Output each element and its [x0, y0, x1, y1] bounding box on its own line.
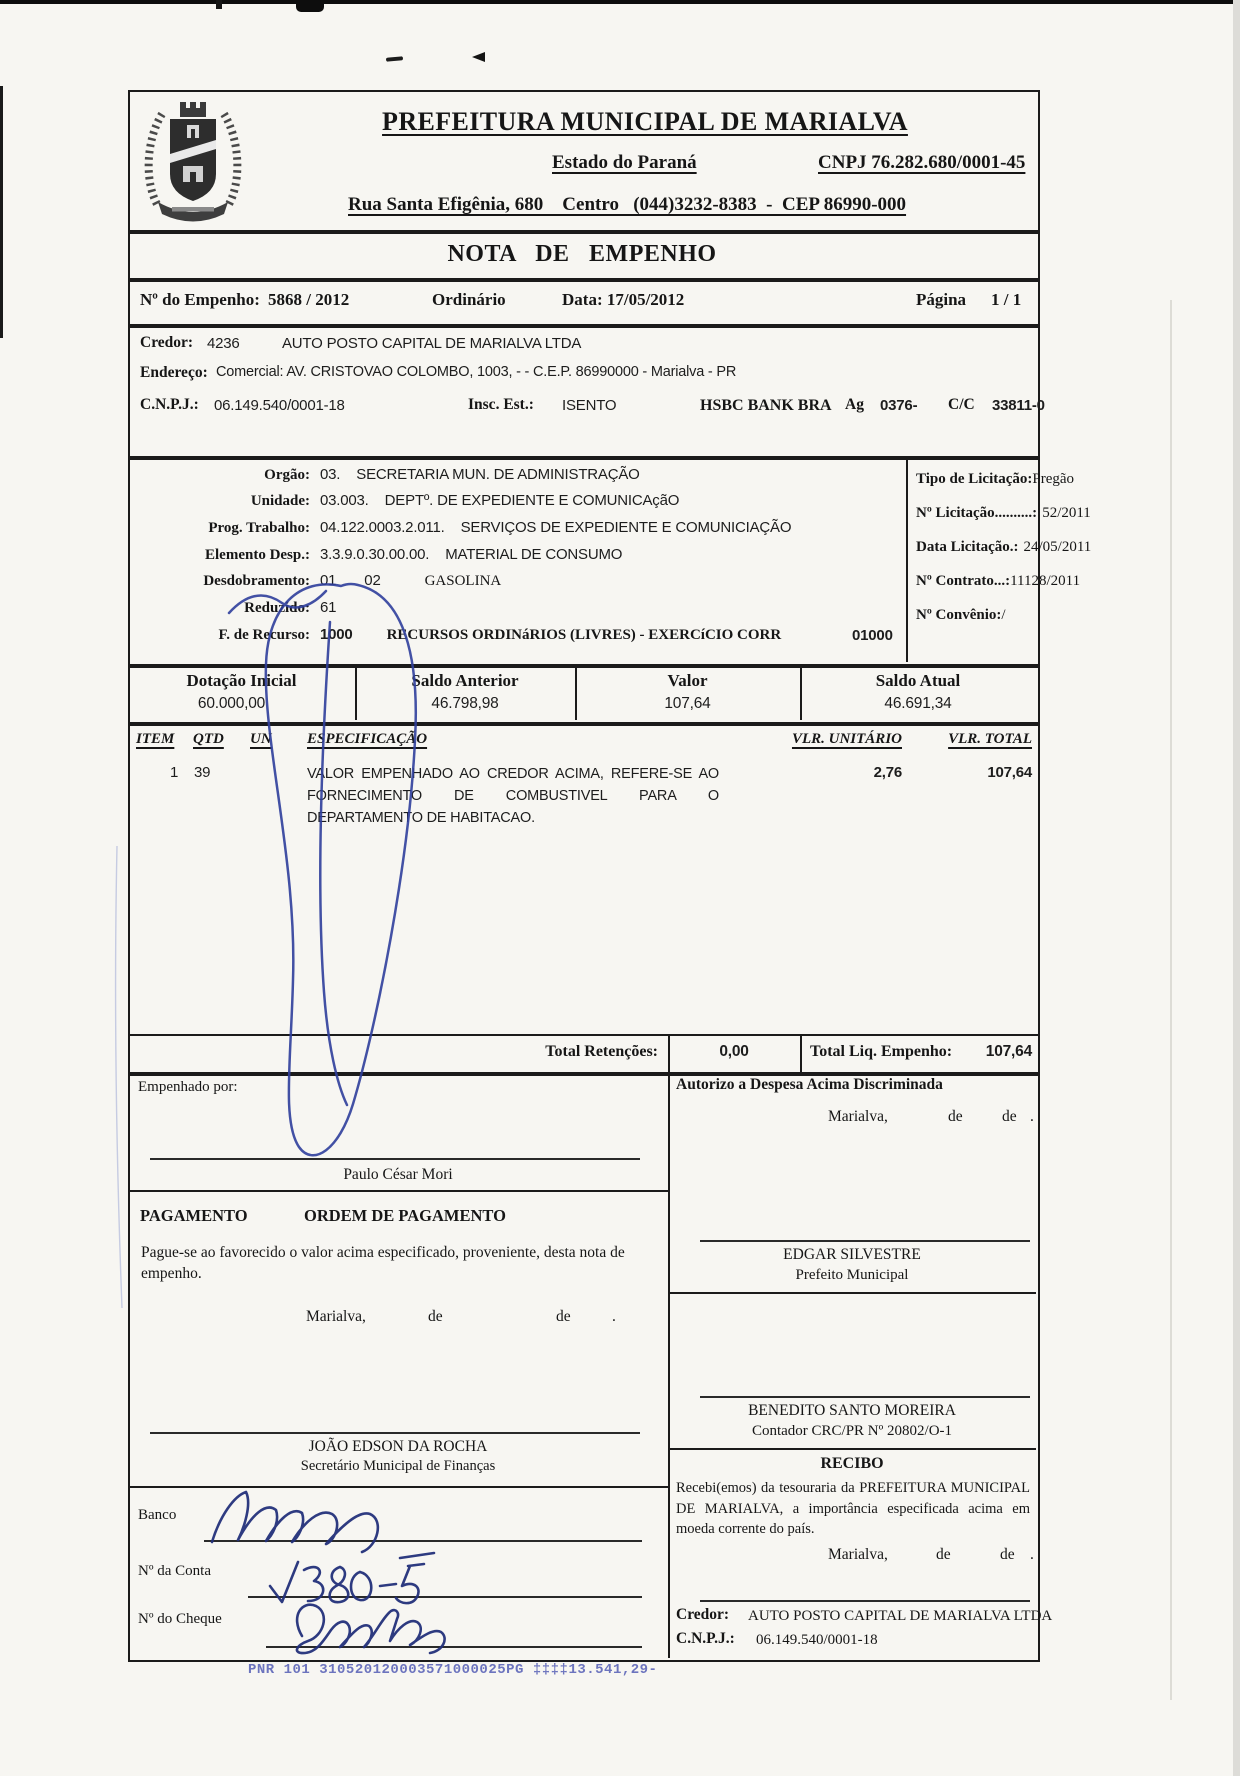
num-contrato-row: [916, 572, 1080, 590]
header-title: PREFEITURA MUNICIPAL DE MARIALVA: [382, 107, 908, 136]
pagamento-cidade: Marialva,: [306, 1308, 366, 1325]
desdobramento-label: Desdobramento:: [203, 573, 310, 589]
secretario-signature-line: [150, 1432, 640, 1434]
scan-top-blob: [296, 0, 324, 12]
page-label: Página: [916, 290, 967, 309]
pagamento-ponto: .: [612, 1308, 616, 1325]
cnpj-value: 06.149.540/0001-18: [214, 397, 345, 414]
num-licitacao-value: 52/2011: [1042, 505, 1091, 521]
col-header-vlr-unitario: VLR. UNITÁRIO: [791, 731, 902, 747]
paper-fold-line: [1170, 300, 1172, 1700]
ordem-pagamento-title: ORDEM DE PAGAMENTO: [304, 1206, 506, 1225]
banco-line: [204, 1540, 642, 1542]
elemento-label: Elemento Desp.:: [205, 547, 310, 563]
fonte-recurso-label: F. de Recurso:: [218, 627, 310, 643]
recibo-de-1: de: [936, 1546, 951, 1563]
tipo-licitacao-value: Pregão: [1032, 471, 1075, 487]
fonte-recurso-code: 1000: [320, 626, 353, 643]
tipo-licitacao-row: [916, 470, 1074, 488]
desdobramento-desc: GASOLINA: [424, 573, 502, 589]
prog-trabalho-code: 04.122.0003.2.011.: [320, 519, 445, 536]
credor-name: AUTO POSTO CAPITAL DE MARIALVA LTDA: [282, 335, 582, 352]
bank-stamp-line: PNR 101 310520120003571000025PG ‡‡‡‡13.541,29-: [248, 1662, 658, 1678]
unidade-row: [138, 492, 679, 510]
account-label: C/C: [948, 396, 975, 413]
empenho-number-value: 5868 / 2012: [268, 290, 350, 309]
saldo-anterior-value: 46.798,98: [431, 695, 499, 712]
elemento-code: 3.3.9.0.30.00.00.: [320, 546, 430, 563]
left-divider-2: [128, 1486, 668, 1488]
scan-left-edge-mark: [0, 86, 3, 338]
cnpj-label: C.N.P.J.:: [140, 396, 199, 413]
empenho-number-label: Nº do Empenho:: [140, 290, 260, 309]
scan-right-shade: [1233, 0, 1240, 1776]
unidade-label: Unidade:: [250, 493, 310, 509]
page-value: 1 / 1: [991, 290, 1022, 309]
item-especificacao: VALOR EMPENHADO AO CREDOR ACIMA, REFERE-SE AO FORNECIMENTO DE COMBUSTIVEL PARA O DEPARTAMENTO DE HABITACAO.: [307, 766, 719, 826]
signatures-box: [128, 1072, 1040, 1662]
contador-signature-line: [700, 1396, 1030, 1398]
elemento-desc: MATERIAL DE CONSUMO: [445, 546, 623, 563]
desdobramento-code1: 01: [320, 572, 337, 589]
unidade-code: 03.003.: [320, 492, 369, 509]
reduzido-code: 61: [320, 599, 337, 616]
scan-top-tick: [216, 0, 222, 9]
bottom-center-divider: [668, 1072, 670, 1658]
cheque-label: Nº do Cheque: [138, 1611, 222, 1627]
autorizo-cidade: Marialva,: [828, 1108, 888, 1125]
orgao-code: 03.: [320, 466, 341, 483]
credor-label: Credor:: [140, 334, 194, 351]
recibo-credor-label: Credor:: [676, 1606, 730, 1623]
left-divider-1: [128, 1190, 668, 1192]
credor-box: [128, 326, 1040, 458]
autorizo-de-1: de: [948, 1108, 963, 1125]
saldo-atual-value: 46.691,34: [884, 695, 952, 712]
recibo-credor-nome: AUTO POSTO CAPITAL DE MARIALVA LTDA: [748, 1608, 1053, 1624]
endereco-label: Endereço:: [140, 364, 208, 381]
num-convenio-label: Nº Convênio:: [916, 607, 1002, 623]
ink-speck-dash: [386, 56, 403, 61]
fonte-recurso-row: [138, 626, 781, 644]
contador-cargo: Contador CRC/PR Nº 20802/O-1: [751, 1423, 953, 1439]
desdobramento-code2: 02: [364, 572, 381, 589]
empenho-type: Ordinário: [432, 290, 506, 309]
recibo-texto: Recebi(emos) da tesouraria da PREFEITURA MUNICIPAL DE MARIALVA, a importância especificada acima em moeda corrente do país.: [676, 1480, 1030, 1538]
contador-nome: BENEDITO SANTO MOREIRA: [748, 1402, 956, 1419]
pagamento-de-1: de: [428, 1308, 443, 1325]
bank-name: HSBC BANK BRA: [700, 397, 832, 414]
data-licitacao-row: [916, 538, 1091, 556]
col-header-vlr-total: VLR. TOTAL: [948, 731, 1032, 747]
num-convenio-row: [916, 606, 1006, 624]
pagamento-title: PAGAMENTO: [140, 1206, 248, 1225]
col-header-item: ITEM: [136, 731, 175, 747]
item-number: 1: [170, 764, 179, 781]
prog-trabalho-desc: SERVIÇOS DE EXPEDIENTE E COMUNICIAÇÃO: [460, 519, 792, 536]
unidade-desc: DEPTº. DE EXPEDIENTE E COMUNICAçãO: [384, 492, 680, 509]
total-retencoes-label: Total Retenções:: [545, 1043, 658, 1060]
prefeito-nome: EDGAR SILVESTRE: [783, 1246, 921, 1263]
cheque-line: [266, 1646, 642, 1648]
agency-value: 0376-: [880, 397, 918, 414]
data-licitacao-value: 24/05/2011: [1023, 539, 1092, 555]
recibo-de-2: de: [1000, 1546, 1015, 1563]
total-liq-empenho-value: 107,64: [985, 1043, 1032, 1060]
secretario-cargo: Secretário Municipal de Finanças: [300, 1458, 496, 1474]
empenhado-por-nome: Paulo César Mori: [343, 1166, 453, 1183]
dotacao-inicial-value: 60.000,00: [197, 695, 266, 712]
prefeito-cargo: Prefeito Municipal: [795, 1267, 909, 1283]
fonte-recurso-desc: RECURSOS ORDINáRIOS (LIVRES) - EXERCíCIO CORR: [386, 627, 782, 643]
autorizo-de-2: de: [1002, 1108, 1017, 1125]
municipal-coat-of-arms-logo: [140, 98, 246, 224]
agency-label: Ag: [845, 396, 864, 413]
total-liq-empenho-label: Total Liq. Empenho:: [810, 1043, 953, 1060]
elemento-row: [138, 546, 622, 564]
recibo-cnpj-value: 06.149.540/0001-18: [756, 1632, 878, 1648]
col-header-qtd: QTD: [193, 731, 224, 747]
num-licitacao-row: [916, 504, 1091, 522]
insc-est-value: ISENTO: [562, 397, 617, 414]
saldo-anterior-label: Saldo Anterior: [411, 671, 519, 690]
fonte-recurso-extra: 01000: [852, 627, 893, 644]
header-address: Rua Santa Efigênia, 680 Centro (044)3232-8383 - CEP 86990-000: [348, 194, 907, 215]
empenho-date: Data: 17/05/2012: [562, 290, 685, 309]
conta-line: [248, 1596, 642, 1598]
header-cnpj: CNPJ 76.282.680/0001-45: [818, 152, 1026, 173]
prefeito-signature-line: [700, 1240, 1030, 1242]
col-header-especificacao: ESPECIFICAÇÃO: [307, 731, 428, 747]
recibo-signature-line: [700, 1600, 1030, 1602]
scan-top-edge: [0, 0, 1240, 4]
item-vlr-total: 107,64: [987, 764, 1032, 781]
coat-of-arms-icon: [140, 98, 246, 224]
conta-label: Nº da Conta: [138, 1563, 211, 1579]
endereco-value: Comercial: AV. CRISTOVAO COLOMBO, 1003, - - C.E.P. 86990000 - Marialva - PR: [216, 364, 737, 380]
totals-divider-2: [800, 1034, 802, 1072]
ordem-pagamento-texto: Pague-se ao favorecido o valor acima especificado, proveniente, desta nota de empenho.: [141, 1244, 625, 1282]
item-vlr-unitario: 2,76: [873, 764, 902, 781]
recibo-ponto: .: [1030, 1546, 1034, 1563]
recibo-title: RECIBO: [820, 1455, 884, 1472]
reduzido-row: [138, 599, 336, 617]
tipo-licitacao-label: Tipo de Licitação:: [916, 471, 1033, 487]
orgao-desc: SECRETARIA MUN. DE ADMINISTRAÇÃO: [356, 466, 640, 483]
secretario-nome: JOÃO EDSON DA ROCHA: [308, 1438, 488, 1455]
ink-speck-arrow: [472, 52, 485, 62]
valor-label: Valor: [667, 671, 708, 690]
pen-margin-stroke: [116, 846, 122, 1308]
account-value: 33811-0: [992, 397, 1045, 414]
num-contrato-label: Nº Contrato...:: [916, 573, 1011, 589]
col-header-un: UN: [250, 731, 272, 747]
reduzido-label: Reduzido:: [244, 600, 310, 616]
prog-trabalho-label: Prog. Trabalho:: [208, 520, 310, 536]
empenhado-signature-line: [150, 1158, 640, 1160]
right-divider-1: [668, 1292, 1036, 1294]
doc-title: NOTA DE EMPENHO: [447, 241, 717, 267]
orgao-row: [138, 466, 640, 484]
dotacao-inicial-label: Dotação Inicial: [186, 671, 297, 690]
item-qtd: 39: [194, 764, 211, 781]
right-divider-2: [668, 1448, 1036, 1450]
num-convenio-value: /: [1001, 607, 1006, 623]
recibo-cnpj-label: C.N.P.J.:: [676, 1630, 735, 1647]
recibo-cidade: Marialva,: [828, 1546, 888, 1563]
credor-code: 4236: [207, 335, 240, 352]
total-retencoes-value: 0,00: [719, 1043, 749, 1060]
valor-value: 107,64: [664, 695, 711, 712]
saldo-atual-label: Saldo Atual: [875, 671, 961, 690]
desdobramento-row: [138, 572, 501, 590]
insc-est-label: Insc. Est.:: [468, 396, 534, 413]
prog-trabalho-row: [138, 519, 791, 537]
orgao-label: Orgão:: [264, 467, 310, 483]
autorizo-title: Autorizo a Despesa Acima Discriminada: [676, 1076, 943, 1093]
header-state: Estado do Paraná: [552, 152, 697, 173]
budget-licitacao-divider: [906, 458, 908, 662]
empenhado-por-label: Empenhado por:: [138, 1079, 238, 1095]
num-licitacao-label: Nº Licitação..........:: [916, 505, 1038, 521]
data-licitacao-label: Data Licitação.:: [916, 539, 1019, 555]
banco-label: Banco: [138, 1507, 177, 1523]
num-contrato-value: 11128/2011: [1010, 573, 1081, 589]
autorizo-ponto: .: [1030, 1108, 1034, 1125]
pagamento-de-2: de: [556, 1308, 571, 1325]
